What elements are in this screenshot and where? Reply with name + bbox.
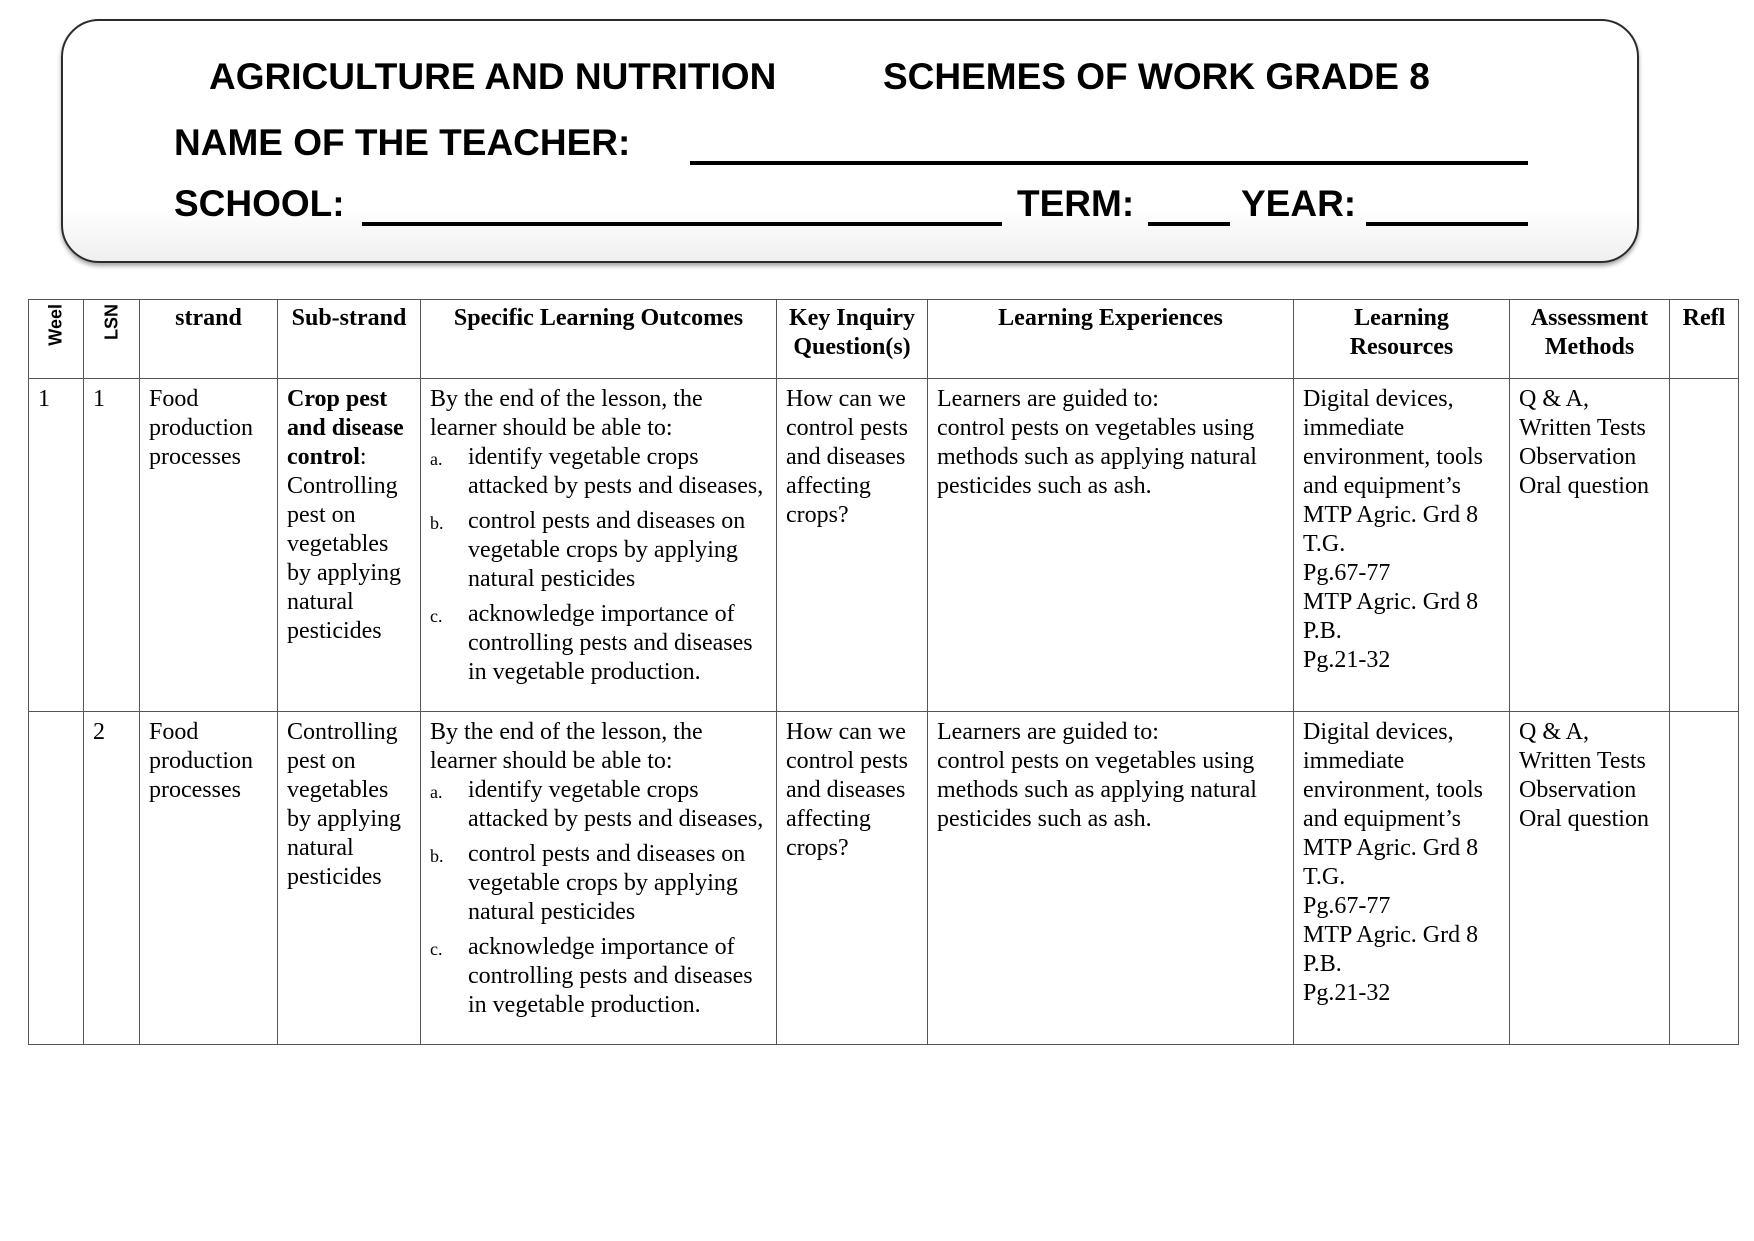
col-week-header: Weel <box>29 300 84 379</box>
col-resources-header: Learning Resources <box>1294 300 1510 379</box>
slo-intro: By the end of the lesson, the learner should be able to: <box>430 386 703 441</box>
table-row <box>29 712 1739 1045</box>
slo-cell <box>421 712 777 1045</box>
assessment-item: Observation <box>1519 444 1637 470</box>
reflection-cell[interactable] <box>1670 712 1739 1045</box>
substrand-text: Controlling pest on vegetables by applying natural pesticides <box>287 473 401 644</box>
col-lsn-header: LSN <box>84 300 140 379</box>
term-blank <box>1148 222 1230 226</box>
assessment-item: Oral question <box>1519 806 1649 832</box>
strand-cell: Food production processes <box>140 379 278 712</box>
list-item: acknowledge importance of controlling pests and diseases in vegetable production. <box>468 601 753 685</box>
assessment-item: Q & A, <box>1519 386 1590 412</box>
assessment-cell <box>1510 379 1670 712</box>
experiences-text: control pests on vegetables using methods such as applying natural pesticides such as ash. <box>937 748 1257 832</box>
resource-item: MTP Agric. Grd 8 P.B. <box>1303 922 1479 977</box>
experiences-text: control pests on vegetables using methods such as applying natural pesticides such as ash. <box>937 415 1257 499</box>
list-item: identify vegetable crops attacked by pests and diseases, <box>468 444 764 499</box>
resource-item: Pg.21-32 <box>1303 647 1391 673</box>
resource-item: MTP Agric. Grd 8 P.B. <box>1303 589 1479 644</box>
experiences-intro: Learners are guided to: <box>937 719 1159 745</box>
col-kiq-header: Key Inquiry Question(s) <box>777 300 928 379</box>
reflection-cell[interactable] <box>1670 379 1739 712</box>
list-item: control pests and diseases on vegetable crops by applying natural pesticides <box>468 508 746 592</box>
resource-item: immediate environment, tools and equipment’s <box>1303 415 1483 499</box>
resource-item: Pg.21-32 <box>1303 980 1391 1006</box>
assessment-item: Oral question <box>1519 473 1649 499</box>
col-experiences-header: Learning Experiences <box>928 300 1294 379</box>
year-label: YEAR: <box>1241 183 1357 224</box>
resource-item: Digital devices, <box>1303 719 1454 745</box>
year-blank <box>1366 222 1528 226</box>
slo-intro: By the end of the lesson, the learner should be able to: <box>430 719 703 774</box>
resources-cell <box>1294 379 1510 712</box>
col-reflection-header: Refl <box>1670 300 1739 379</box>
term-label: TERM: <box>1017 183 1135 224</box>
table-row <box>29 379 1739 712</box>
strand-cell: Food production processes <box>140 712 278 1045</box>
school-blank <box>362 222 1002 226</box>
kiq-cell: How can we control pests and diseases affecting crops? <box>777 712 928 1045</box>
col-slo-header: Specific Learning Outcomes <box>421 300 777 379</box>
assessment-item: Q & A, <box>1519 719 1590 745</box>
week-cell <box>29 712 84 1045</box>
resource-item: Pg.67-77 <box>1303 560 1391 586</box>
resource-item: MTP Agric. Grd 8 T.G. <box>1303 835 1479 890</box>
table-header-row <box>29 300 1739 379</box>
week-cell: 1 <box>29 379 84 712</box>
slo-list <box>430 776 767 1020</box>
school-label: SCHOOL: <box>174 183 345 224</box>
col-substrand-header: Sub-strand <box>278 300 421 379</box>
substrand-text: Controlling pest on vegetables by applying natural pesticides <box>287 719 401 890</box>
substrand-bold: Crop pest and disease control <box>287 386 404 470</box>
kiq-cell: How can we control pests and diseases affecting crops? <box>777 379 928 712</box>
experiences-intro: Learners are guided to: <box>937 386 1159 412</box>
assessment-item: Observation <box>1519 777 1637 803</box>
subject-title: AGRICULTURE AND NUTRITION <box>209 56 777 97</box>
substrand-separator: : <box>359 444 367 470</box>
header-box <box>61 19 1639 263</box>
assessment-cell <box>1510 712 1670 1045</box>
lsn-cell: 1 <box>84 379 140 712</box>
teacher-label: NAME OF THE TEACHER: <box>174 122 631 163</box>
resources-cell <box>1294 712 1510 1045</box>
col-assessment-header: Assessment Methods <box>1510 300 1670 379</box>
document-title: SCHEMES OF WORK GRADE 8 <box>883 56 1430 97</box>
substrand-cell <box>278 379 421 712</box>
experiences-cell <box>928 712 1294 1045</box>
teacher-name-blank <box>690 161 1528 165</box>
resource-item: Pg.67-77 <box>1303 893 1391 919</box>
resource-item: MTP Agric. Grd 8 T.G. <box>1303 502 1479 557</box>
assessment-item: Written Tests <box>1519 748 1646 774</box>
resource-item: Digital devices, <box>1303 386 1454 412</box>
assessment-item: Written Tests <box>1519 415 1646 441</box>
lsn-cell: 2 <box>84 712 140 1045</box>
list-item: acknowledge importance of controlling pests and diseases in vegetable production. <box>468 934 753 1018</box>
list-item: control pests and diseases on vegetable crops by applying natural pesticides <box>468 841 746 925</box>
substrand-cell <box>278 712 421 1045</box>
scheme-table <box>28 299 1739 1045</box>
slo-cell <box>421 379 777 712</box>
slo-list <box>430 443 767 687</box>
resource-item: immediate environment, tools and equipment’s <box>1303 748 1483 832</box>
col-strand-header: strand <box>140 300 278 379</box>
experiences-cell <box>928 379 1294 712</box>
list-item: identify vegetable crops attacked by pests and diseases, <box>468 777 764 832</box>
